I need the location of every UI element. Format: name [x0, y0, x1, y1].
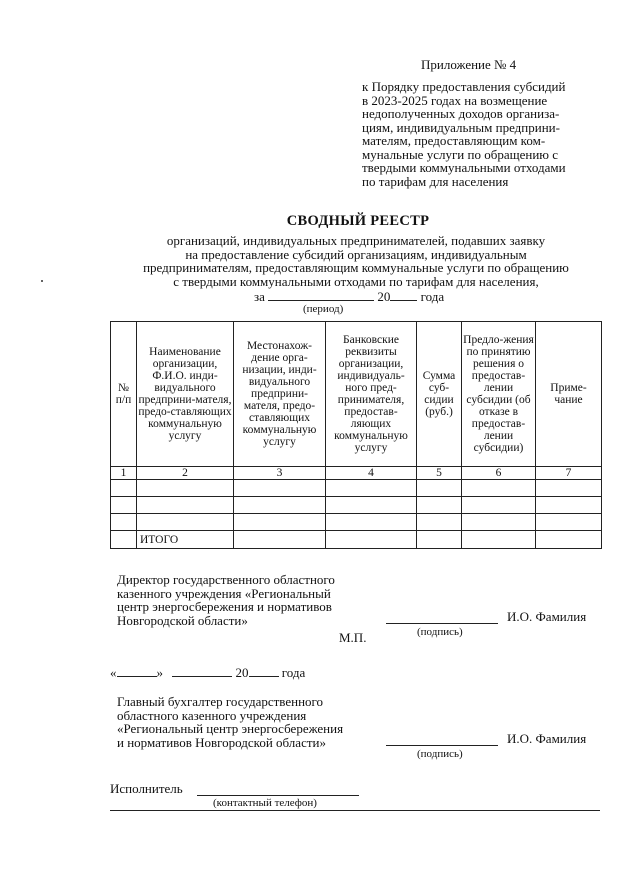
period-year-blank[interactable] — [390, 289, 417, 301]
date-year-blank[interactable] — [249, 665, 279, 677]
register-title: СВОДНЫЙ РЕЕСТР — [286, 213, 430, 229]
date-line — [110, 665, 305, 680]
table-cell[interactable] — [234, 531, 326, 549]
table-cell[interactable] — [536, 480, 602, 497]
director-line: Директор государственного областного — [117, 572, 335, 587]
table-cell[interactable] — [326, 514, 417, 531]
table-cell[interactable] — [234, 497, 326, 514]
column-number: 1 — [111, 467, 137, 480]
table-row — [111, 480, 602, 497]
register-subtitle — [100, 234, 612, 288]
register-table — [110, 321, 602, 549]
table-cell[interactable] — [462, 531, 536, 549]
date-open-quote: « — [110, 665, 117, 680]
table-cell[interactable] — [111, 514, 137, 531]
accountant-title — [117, 695, 343, 749]
stamp-mark: М.П. — [339, 630, 367, 645]
table-cell[interactable] — [462, 497, 536, 514]
accountant-signature-line[interactable] — [386, 745, 498, 746]
director-name: И.О. Фамилия — [507, 609, 587, 624]
table-cell[interactable] — [326, 531, 417, 549]
date-year-prefix: 20 — [235, 665, 249, 680]
table-row — [111, 497, 602, 514]
accountant-signature-caption: (подпись) — [417, 748, 463, 760]
director-signature-line[interactable] — [386, 623, 498, 624]
table-cell[interactable] — [536, 514, 602, 531]
date-close-quote: » — [156, 665, 163, 680]
total-row — [111, 531, 602, 549]
appendix-line: по тарифам для населения — [362, 173, 509, 189]
appendix-line: твердыми коммунальными отходами — [362, 160, 566, 175]
accountant-name: И.О. Фамилия — [507, 731, 587, 746]
date-month-blank[interactable] — [172, 665, 232, 677]
subtitle-line: предпринимателям, предоставляющим коммунальные услуги по обращению — [143, 260, 569, 275]
accountant-line: «Региональный центр энергосбережения — [117, 721, 344, 736]
table-cell[interactable] — [137, 480, 234, 497]
period-caption: (период) — [303, 303, 344, 315]
table-cell[interactable] — [137, 514, 234, 531]
period-year: 20 — [377, 289, 391, 304]
appendix-line: мателям, предоставляющим ком- — [362, 133, 546, 148]
table-cell[interactable] — [417, 497, 462, 514]
table-cell[interactable] — [326, 480, 417, 497]
period-suffix: года — [420, 289, 445, 304]
director-line: центр энергосбережения и нормативов — [117, 599, 332, 614]
director-line: Новгородской области» — [117, 612, 248, 628]
table-cell[interactable] — [462, 480, 536, 497]
column-number: 6 — [462, 467, 536, 480]
director-signature-caption: (подпись) — [417, 626, 463, 638]
accountant-line: областного казенного учреждения — [117, 707, 307, 723]
director-title — [117, 573, 335, 627]
column-number: 3 — [234, 467, 326, 480]
director-line: казенного учреждения «Региональный — [117, 585, 331, 601]
table-cell[interactable] — [326, 497, 417, 514]
table-cell[interactable] — [234, 514, 326, 531]
stray-dot — [41, 280, 43, 282]
table-cell[interactable] — [111, 480, 137, 497]
period-line — [254, 289, 444, 304]
table-cell[interactable] — [462, 514, 536, 531]
accountant-line: Главный бухгалтер государственного — [117, 694, 324, 709]
executor-phone-line[interactable] — [197, 795, 359, 796]
col-header-proposal: Предло-жения по принятию решения о предостав-лении субсидии (об отказе в предостав-лении субсидии) — [462, 322, 536, 467]
appendix-line: к Порядку предоставления субсидий — [362, 79, 566, 94]
accountant-line: и нормативов Новгородской области» — [117, 734, 326, 750]
table-cell[interactable] — [111, 531, 137, 549]
subtitle-line: организаций, индивидуальных предпринимателей, подавших заявку — [166, 233, 546, 248]
subtitle-line: на предоставление субсидий организациям, индивидуальным — [185, 246, 527, 262]
executor-label: Исполнитель — [110, 781, 183, 796]
appendix-text — [362, 80, 602, 188]
table-cell[interactable] — [536, 497, 602, 514]
table-cell[interactable] — [234, 480, 326, 497]
col-header-bank: Банковские реквизиты организации, индивидуаль-ного пред-принимателя, предостав-ляющих коммунальную услугу — [326, 322, 417, 467]
executor-phone-caption: (контактный телефон) — [213, 797, 317, 809]
col-header-number: № п/п — [111, 322, 137, 467]
col-header-amount: Сумма суб-сидии (руб.) — [417, 322, 462, 467]
table-header-row — [111, 322, 602, 467]
date-year-suffix: года — [281, 665, 306, 680]
date-day-blank[interactable] — [117, 665, 157, 677]
col-header-name: Наименование организации, Ф.И.О. инди-видуального предприни-мателя, предо-ставляющих коммунальную услугу — [137, 322, 234, 467]
column-number: 7 — [536, 467, 602, 480]
table-cell[interactable] — [536, 531, 602, 549]
appendix-line: мунальные услуги по обращению с — [362, 146, 559, 162]
column-number: 4 — [326, 467, 417, 480]
column-number: 2 — [137, 467, 234, 480]
appendix-line: в 2023-2025 годах на возмещение — [362, 92, 548, 108]
column-number: 5 — [417, 467, 462, 480]
subtitle-line: с твердыми коммунальными отходами по тарифам для населения, — [173, 273, 539, 289]
total-label: ИТОГО — [137, 531, 234, 549]
table-cell[interactable] — [417, 514, 462, 531]
table-cell[interactable] — [417, 531, 462, 549]
period-blank[interactable] — [268, 289, 374, 301]
appendix-line: циям, индивидуальным предприни- — [362, 119, 560, 135]
col-header-location: Местонахож-дение орга-низации, инди-видуального предприни-мателя, предо-ставляющих коммунальную услугу — [234, 322, 326, 467]
table-cell[interactable] — [137, 497, 234, 514]
period-prefix: за — [254, 289, 265, 304]
table-cell[interactable] — [417, 480, 462, 497]
table-row — [111, 514, 602, 531]
column-number-row — [111, 467, 602, 480]
appendix-line: недополученных доходов организа- — [362, 106, 560, 121]
col-header-note: Приме-чание — [536, 322, 602, 467]
appendix-title: Приложение № 4 — [421, 57, 517, 72]
table-cell[interactable] — [111, 497, 137, 514]
bottom-rule — [110, 810, 600, 811]
